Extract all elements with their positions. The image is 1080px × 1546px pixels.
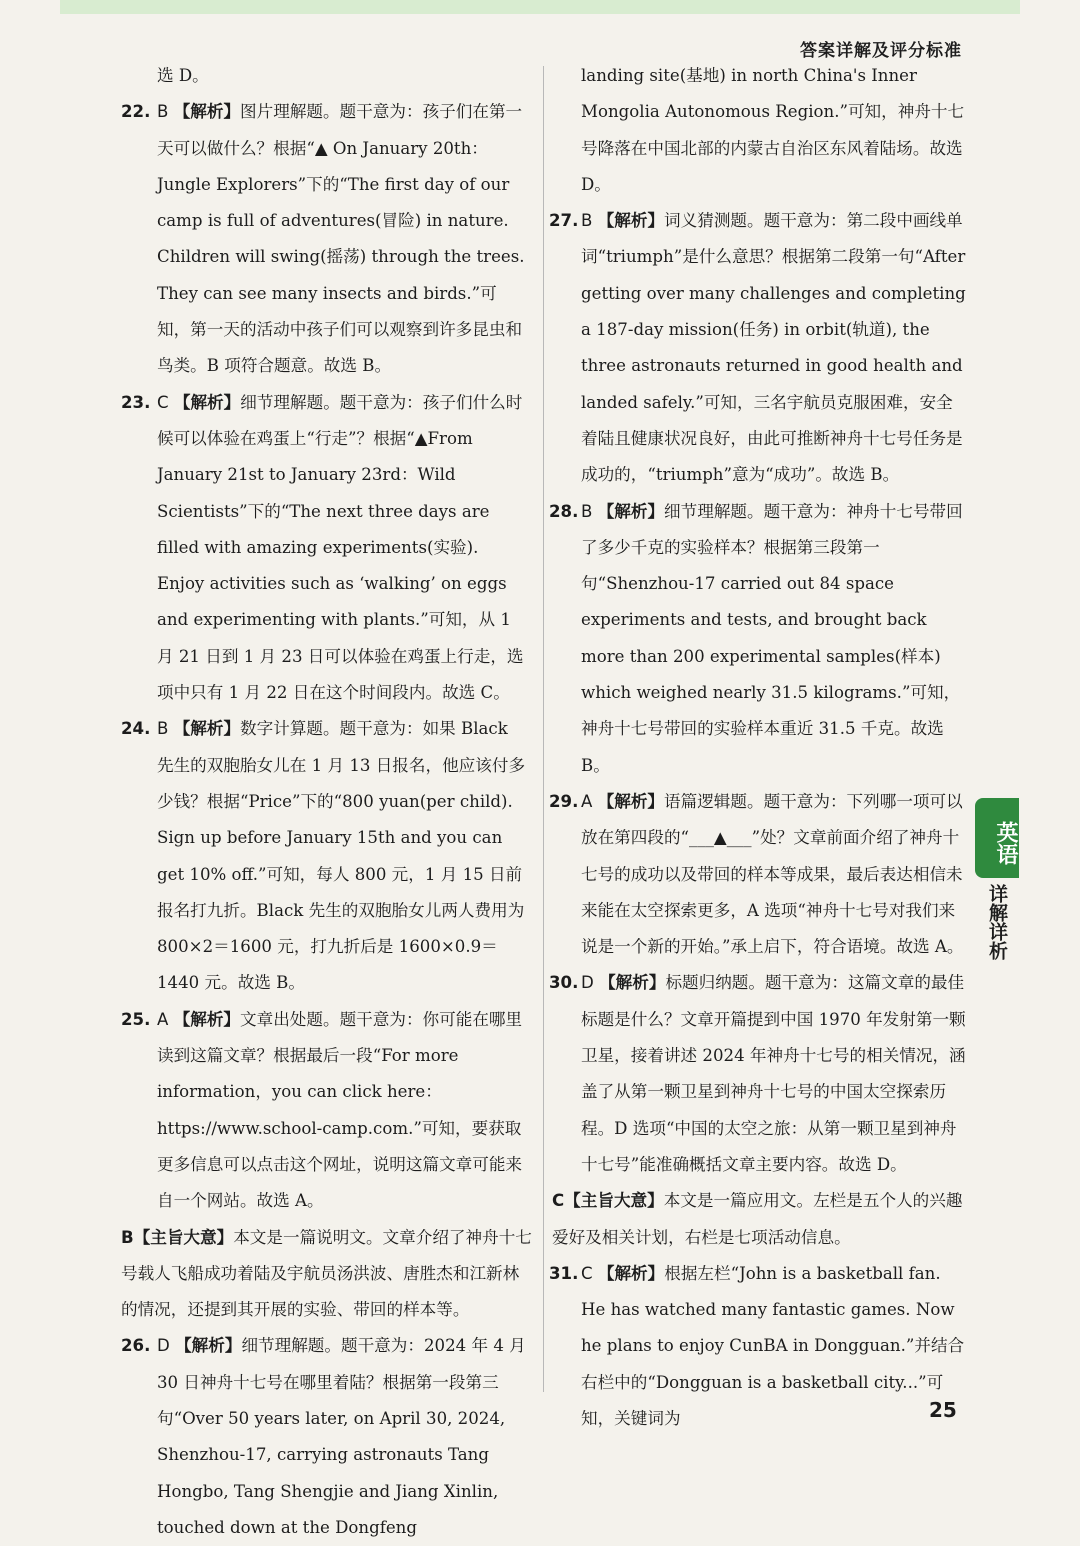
passage-summary-b bbox=[121, 1220, 533, 1329]
answer-item-31 bbox=[549, 1256, 967, 1437]
answer-letter: A bbox=[157, 1009, 169, 1029]
analysis-tag: 【解析】 bbox=[173, 719, 241, 739]
passage-summary-c bbox=[552, 1183, 967, 1256]
analysis-tag: 【解析】 bbox=[599, 973, 666, 993]
question-number: 28. bbox=[549, 501, 579, 521]
column-divider bbox=[543, 66, 544, 1392]
answer-letter: B bbox=[157, 102, 169, 122]
answer-item-23 bbox=[121, 385, 529, 712]
answer-letter: A bbox=[581, 791, 593, 811]
summary-text: 本文是一篇说明文。文章介绍了神舟十七号载人飞船成功着陆及宇航员汤洪波、唐胜杰和江新林的情况，还提到其开展的实验、带回的样本等。 bbox=[121, 1227, 532, 1320]
analysis-tag: 【解析】 bbox=[597, 501, 665, 521]
answer-item-27 bbox=[549, 203, 967, 493]
question-number: 26. bbox=[121, 1336, 151, 1356]
analysis-tag: 【解析】 bbox=[175, 1336, 242, 1356]
answer-letter: D bbox=[581, 973, 594, 993]
question-number: 30. bbox=[549, 973, 579, 993]
left-column bbox=[121, 58, 532, 1546]
answer-letter: B bbox=[581, 211, 593, 231]
summary-text: 本文是一篇应用文。左栏是五个人的兴趣爱好及相关计划，右栏是七项活动信息。 bbox=[552, 1191, 963, 1247]
summary-label: B【主旨大意】 bbox=[121, 1227, 234, 1247]
page-number: 25 bbox=[929, 1398, 957, 1422]
carry-over-text: 选 D。 bbox=[157, 66, 209, 85]
analysis-tag: 【解析】 bbox=[597, 1263, 665, 1283]
analysis-text: 根据左栏“John is a basketball fan. He has watched many fantastic games. Now he plans to enjoy CunBA in Dongguan.”并结合右栏中的“Dongguan is a basketball city...”可知，关键词为 bbox=[581, 1263, 965, 1428]
answer-letter: D bbox=[157, 1336, 170, 1356]
analysis-text: 文章出处题。题干意为：你可能在哪里读到这篇文章？根据最后一段“For more information，you can click here：https://www.school-camp.com.”可知，要获取更多信息可以点击这个网址，说明这篇文章可能来自一个网站。故选 A。 bbox=[157, 1009, 523, 1211]
question-number: 24. bbox=[121, 719, 151, 739]
answer-letter: C bbox=[581, 1263, 593, 1283]
answer-item-24 bbox=[121, 711, 529, 1001]
analysis-text: 图片理解题。题干意为：孩子们在第一天可以做什么？根据“▲ On January 20th：Jungle Explorers”下的“The first day of our camp is full of adventures(冒险) in nature. Children will swing(摇荡) through the trees. They can see many insects and birds.”可知，第一天的活动中孩子们可以观察到许多昆虫和鸟类。B 项符合题意。故选 B。 bbox=[157, 102, 525, 376]
question-number: 25. bbox=[121, 1009, 151, 1029]
analysis-tag: 【解析】 bbox=[173, 1009, 241, 1029]
analysis-text: 细节理解题。题干意为：孩子们什么时候可以体验在鸡蛋上“行走”？根据“▲From January 21st to January 23rd：Wild Scientists”下的“The next three days are filled with amazing experiments(实验). Enjoy activities such as ‘walking’ on eggs and experimenting with plants.”可知，从 1 月 21 日到 1 月 23 日可以体验在鸡蛋上行走，选项中只有 1 月 22 日在这个时间段内。故选 C。 bbox=[157, 392, 524, 703]
question-number: 22. bbox=[121, 102, 151, 122]
answer-item-26 bbox=[121, 1328, 529, 1546]
answer-item-22 bbox=[121, 94, 529, 384]
analysis-text: 细节理解题。题干意为：2024 年 4 月 30 日神舟十七号在哪里着陆？根据第一段第三句“Over 50 years later, on April 30, 2024, Shenzhou-17, carrying astronauts Tang Hongbo, Tang Shengjie and Jiang Xinlin, touched down at the Dongfeng bbox=[157, 1336, 526, 1537]
analysis-text: 细节理解题。题干意为：神舟十七号带回了多少千克的实验样本？根据第三段第一句“Shenzhou-17 carried out 84 space experiments and tests, and brought back more than 200 experimental samples(样本) which weighed nearly 31.5 kilograms.”可知，神舟十七号带回的实验样本重近 31.5 千克。故选 B。 bbox=[581, 501, 963, 775]
answer-item-29 bbox=[549, 784, 967, 965]
analysis-text: 词义猜测题。题干意为：第二段中画线单词“triumph”是什么意思？根据第二段第一句“After getting over many challenges and completing a 187-day mission(任务) in orbit(轨道), the three astronauts returned in good health and landed safely.”可知，三名宇航员克服困难，安全着陆且健康状况良好，由此可推断神舟十七号任务是成功的，“triumph”意为“成功”。故选 B。 bbox=[581, 211, 966, 485]
answer-item-25 bbox=[121, 1002, 529, 1220]
answer-letter: C bbox=[157, 392, 169, 412]
answer-letter: B bbox=[157, 719, 169, 739]
question-number: 23. bbox=[121, 392, 151, 412]
top-color-band bbox=[60, 0, 1020, 14]
side-section-label: 详解详析 bbox=[986, 884, 1008, 960]
analysis-text: 数字计算题。题干意为：如果 Black 先生的双胞胎女儿在 1 月 13 日报名，他应该付多少钱？根据“Price”下的“800 yuan(per child). Sign up before January 15th and you can get 10% off.”可知，每人 800 元，1 月 15 日前报名打九折。Black 先生的双胞胎女儿两人费用为 800×2＝1600 元，打九折后是 1600×0.9＝1440 元。故选 B。 bbox=[157, 719, 526, 993]
answer-letter: B bbox=[581, 501, 593, 521]
question-number: 27. bbox=[549, 211, 579, 231]
analysis-text: 标题归纳题。题干意为：这篇文章的最佳标题是什么？文章开篇提到中国 1970 年发射第一颗卫星，接着讲述 2024 年神舟十七号的相关情况，涵盖了从第一颗卫星到神舟十七号的中国太空探索历程。D 选项“中国的太空之旅：从第一颗卫星到神舟十七号”能准确概括文章主要内容。故选 D。 bbox=[581, 973, 966, 1174]
summary-label: C【主旨大意】 bbox=[552, 1191, 664, 1211]
carry-over-text: landing site(基地) in north China's Inner Mongolia Autonomous Region.”可知，神舟十七号降落在中国北部的内蒙古自治区东风着陆场。故选 D。 bbox=[581, 66, 965, 194]
question-number: 29. bbox=[549, 791, 579, 811]
analysis-tag: 【解析】 bbox=[597, 211, 665, 231]
analysis-tag: 【解析】 bbox=[597, 791, 665, 811]
answer-item-30 bbox=[549, 965, 967, 1183]
analysis-tag: 【解析】 bbox=[173, 102, 241, 122]
question-number: 31. bbox=[549, 1263, 579, 1283]
right-column bbox=[549, 58, 967, 1437]
page-header-title: 答案详解及评分标准 bbox=[800, 41, 962, 61]
answer-item-28 bbox=[549, 494, 967, 784]
analysis-text: 语篇逻辑题。题干意为：下列哪一项可以放在第四段的“___▲___”处？文章前面介绍了神舟十七号的成功以及带回的样本等成果，最后表达相信未来能在太空探索更多，A 选项“神舟十七号对我们来说是一个新的开始。”承上启下，符合语境。故选 A。 bbox=[581, 791, 964, 957]
subject-tab: 英语 bbox=[975, 798, 1019, 878]
analysis-tag: 【解析】 bbox=[173, 392, 241, 412]
